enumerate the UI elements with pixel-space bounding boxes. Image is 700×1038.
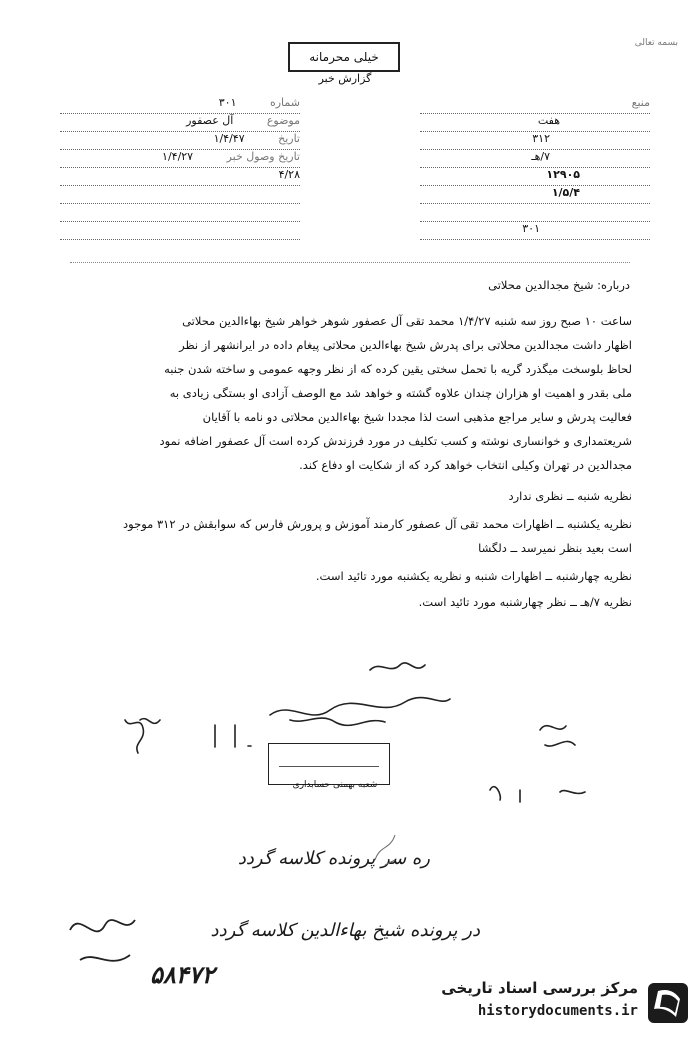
left-field-value: آل عصفور <box>186 114 234 127</box>
left-header-fields <box>60 96 300 240</box>
subject-line: درباره: شیخ مجدالدین محلاتی <box>488 278 630 292</box>
evaluation-line: است بعید بنظر نمیرسد ــ دلگشا <box>478 541 632 555</box>
watermark-url: historydocuments.ir <box>477 1003 638 1019</box>
left-field-label: تاریخ وصول خبر <box>226 150 300 163</box>
body-line: اظهار داشت مجدالدین محلاتی برای پدرش شیخ بهاءالدین محلاتی پیغام داده در ایرانشهر از نظر <box>179 338 632 352</box>
right-field-value: ۱۲۹۰۵ <box>546 168 580 181</box>
right-field-value: ۳۱۲ <box>532 132 550 145</box>
right-field-label: منبع <box>631 96 650 109</box>
right-field <box>420 132 650 150</box>
left-field-blank <box>60 204 300 222</box>
watermark <box>390 975 690 1031</box>
stamp-label: شعبه بهمنی حسابداری <box>292 780 378 790</box>
evaluation-line: نظریه یکشنبه ــ اظهارات محمد تقی آل عصفور کارمند آموزش و پرورش فارس که سوابقش در ۳۱۲ موجود <box>123 517 632 531</box>
left-field-value: ۴/۲۸ <box>278 168 300 181</box>
left-field-subject <box>60 114 300 132</box>
evaluation-line: نظریه ۷/هـ ــ نظر چهارشنبه مورد تائید است. <box>418 595 632 609</box>
evaluation-line: نظریه چهارشنبه ــ اظهارات شنبه و نظریه یکشنبه مورد تائید است. <box>315 569 632 583</box>
signature-mark <box>215 725 251 747</box>
classification-stamp <box>288 42 400 72</box>
right-field-value: ۳۰۱ <box>522 222 540 235</box>
scribble-mark <box>370 830 410 870</box>
left-field-label: موضوع <box>266 114 300 127</box>
handwritten-note: ره سر پرونده کلاسه گردد <box>237 848 430 869</box>
left-field-value: ۳۰۱ <box>218 96 237 109</box>
right-field-value: هفت <box>537 114 560 127</box>
right-field-value: ۷/هـ <box>531 150 550 163</box>
signature-mark <box>125 719 160 753</box>
right-field <box>420 168 650 186</box>
stamp-line <box>279 752 379 767</box>
left-field-received <box>60 150 300 168</box>
left-field-label: شماره <box>269 96 300 109</box>
archive-logo-icon <box>646 979 690 1027</box>
handwritten-number: ۵۸۴۷۲ <box>150 960 215 989</box>
left-field-extra <box>60 168 300 186</box>
left-field-blank <box>60 222 300 240</box>
right-field <box>420 114 650 132</box>
left-field-label: تاریخ <box>278 132 300 145</box>
body-line: شریعتمداری و خوانساری نوشته و کسب تکلیف در مورد فرزندش کرده است آل عصفور اضافه نمود <box>159 434 632 448</box>
signature-scribbles <box>0 620 700 820</box>
body-line: فعالیت پدرش و سایر مراجع مذهبی است لذا مجددا شیخ بهاءالدین محلاتی دو نامه با آقایان <box>202 410 632 424</box>
right-field-value: ۱/۵/۴ <box>551 186 580 199</box>
right-field-source <box>420 96 650 114</box>
header-small-text: بسمه تعالی <box>634 38 678 48</box>
signature-mark <box>290 718 385 725</box>
handwritten-scribble <box>60 900 180 980</box>
left-field-blank <box>60 186 300 204</box>
right-header-fields <box>420 96 650 240</box>
header-separator <box>70 262 630 263</box>
right-field <box>420 222 650 240</box>
right-field <box>420 186 650 204</box>
signature-mark <box>270 698 450 715</box>
right-field <box>420 150 650 168</box>
left-field-date <box>60 132 300 150</box>
left-field-value: ۱/۴/۲۷ <box>162 150 194 163</box>
evaluation-line: نظریه شنبه ــ نظری ندارد <box>508 489 632 503</box>
body-line: ساعت ۱۰ صبح روز سه شنبه ۱/۴/۲۷ محمد تقی آل عصفور شوهر خواهر شیخ بهاءالدین محلاتی <box>182 314 632 328</box>
report-type: گزارش خبر <box>318 72 372 85</box>
body-line: ملی بقدر و اهمیت او هزاران چندان علاوه گشته و خواهد شد مع الوصف آزادی او بستگی زیادی به <box>169 386 632 400</box>
right-field <box>420 204 650 222</box>
left-field-value: ۱/۴/۴۷ <box>213 132 245 145</box>
office-stamp <box>268 743 390 785</box>
signature-mark <box>490 787 585 802</box>
body-line: مجدالدین در تهران وکیلی انتخاب خواهد کرد که از شکایت او دفاع کند. <box>299 458 632 472</box>
handwritten-note: در پرونده شیخ بهاءالدین کلاسه گردد <box>210 920 480 941</box>
left-field-number <box>60 96 300 114</box>
signature-mark <box>370 663 425 670</box>
classification-stamp-text: خیلی محرمانه <box>309 50 379 64</box>
body-line: لحاظ بلوسخت میگذرد گریه با تحمل سختی یقین کرده که از نظر وجهه عمومی و ساخته شدن جنبه <box>164 362 632 376</box>
signature-mark <box>540 726 575 746</box>
watermark-title: مرکز بررسی اسناد تاریخی <box>441 979 638 997</box>
